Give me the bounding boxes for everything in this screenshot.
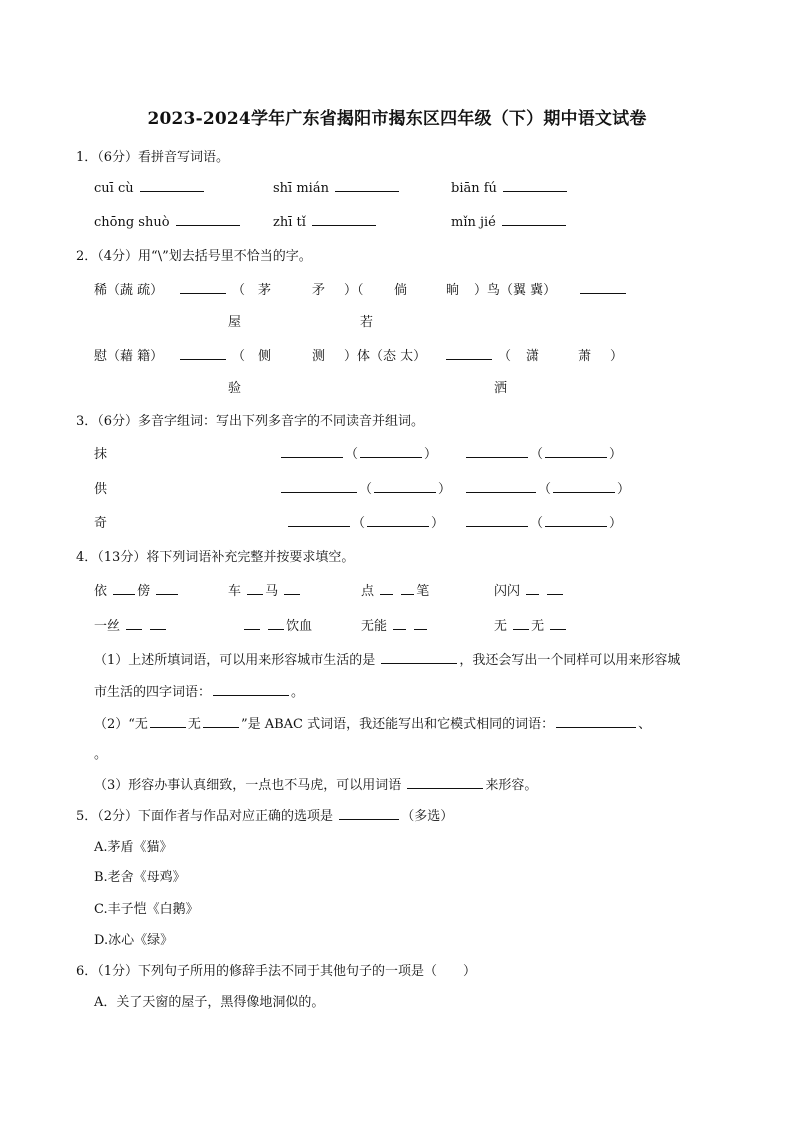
answer-blank[interactable] [556, 715, 636, 728]
answer-blank[interactable] [414, 617, 427, 630]
answer-blank[interactable] [268, 617, 284, 630]
option-a[interactable]: A．关了天窗的屋子，黑得像地洞似的。 [94, 995, 325, 1010]
q2-item-text: 稀（蔬 疏） [94, 283, 164, 298]
answer-blank[interactable] [247, 582, 263, 595]
paren: （ [498, 349, 512, 364]
q4-sub-2-end: 。 [94, 747, 108, 762]
answer-blank[interactable] [281, 445, 343, 458]
answer-blank[interactable] [466, 514, 528, 527]
option-a[interactable]: A.茅盾《猫》 [94, 840, 173, 855]
paren: ）（ [344, 283, 364, 298]
option-c[interactable]: C.丰子恺《白鹅》 [94, 902, 199, 917]
choice-suffix: 洒 [494, 381, 508, 396]
answer-blank[interactable] [374, 480, 436, 493]
answer-blank[interactable] [180, 347, 226, 360]
answer-blank[interactable] [213, 683, 289, 696]
pinyin-item: cuī cù [94, 179, 206, 196]
idiom-item: 一丝 [94, 615, 168, 634]
polyphone-row: （ ） [464, 478, 630, 497]
pinyin-item: zhī tǐ [273, 213, 378, 230]
answer-blank[interactable] [180, 281, 226, 294]
answer-blank[interactable] [466, 445, 528, 458]
answer-blank[interactable] [156, 582, 178, 595]
idiom-item: 车 马 [228, 580, 302, 599]
polyphone-char: 奇 [94, 516, 108, 531]
q2-item-text: 慰（藉 籍） [94, 349, 164, 364]
answer-blank[interactable] [401, 582, 414, 595]
answer-blank[interactable] [284, 582, 300, 595]
idiom-item: 无能 [361, 615, 429, 634]
question-4-head: 4．（13分）将下列词语补充完整并按要求填空。 [76, 550, 355, 565]
question-5-head: 5．（2分）下面作者与作品对应正确的选项是 （多选） [76, 809, 454, 824]
answer-blank[interactable] [360, 445, 422, 458]
answer-blank[interactable] [550, 617, 566, 630]
choice-char: 倘 [394, 283, 408, 298]
answer-blank[interactable] [140, 179, 204, 192]
answer-blank[interactable] [176, 213, 240, 226]
pinyin-item: mǐn jié [451, 213, 568, 230]
answer-blank[interactable] [288, 514, 350, 527]
answer-blank[interactable] [466, 480, 536, 493]
answer-blank[interactable] [380, 582, 393, 595]
exam-title: 2023-2024学年广东省揭阳市揭东区四年级（下）期中语文试卷 [147, 109, 647, 129]
answer-blank[interactable] [339, 807, 399, 820]
answer-blank[interactable] [244, 617, 260, 630]
idiom-item: 无 无 [494, 615, 568, 634]
q4-sub-2: （2）“无 无 ”是 ABAC 式词语，我还能写出和它模式相同的词语： 、 [94, 717, 652, 732]
paren: ） [610, 349, 624, 364]
question-6-head: 6．（1分）下列句子所用的修辞手法不同于其他句子的一项是（ ） [76, 964, 477, 979]
answer-blank[interactable] [281, 480, 357, 493]
choice-suffix: 验 [228, 381, 242, 396]
choice-suffix: 若 [360, 315, 374, 330]
choice-char: 矛 [312, 283, 326, 298]
answer-blank[interactable] [553, 480, 615, 493]
pinyin-item: chōng shuò [94, 213, 242, 230]
answer-blank[interactable] [513, 617, 529, 630]
answer-blank[interactable] [150, 617, 166, 630]
answer-blank[interactable] [407, 776, 483, 789]
choice-char: 茅 [258, 283, 272, 298]
q2-item-text: ）鸟（翼 冀） [474, 283, 557, 298]
choice-char: 萧 [578, 349, 592, 364]
idiom-item: 饮血 [242, 615, 312, 634]
polyphone-row: （ ） [464, 443, 622, 462]
answer-blank[interactable] [503, 179, 567, 192]
polyphone-char: 供 [94, 482, 108, 497]
answer-blank[interactable] [335, 179, 399, 192]
answer-blank[interactable] [312, 213, 376, 226]
paren: （ [232, 283, 246, 298]
option-b[interactable]: B.老舍《母鸡》 [94, 870, 186, 885]
polyphone-row: （ ） [279, 443, 437, 462]
answer-blank[interactable] [545, 445, 607, 458]
choice-suffix: 屋 [228, 315, 242, 330]
choice-char: 潇 [526, 349, 540, 364]
idiom-item: 闪闪 [494, 580, 565, 599]
question-1-head: 1．（6分）看拼音写词语。 [76, 150, 230, 165]
answer-blank[interactable] [526, 582, 539, 595]
polyphone-char: 抹 [94, 447, 108, 462]
polyphone-row: （ ） [279, 478, 451, 497]
answer-blank[interactable] [547, 582, 563, 595]
answer-blank[interactable] [393, 617, 406, 630]
pinyin-item: shī mián [273, 179, 401, 196]
choice-char: 测 [312, 349, 326, 364]
q4-sub-1: （1）上述所填词语，可以用来形容城市生活的是 ，我还会写出一个同样可以用来形容城 [94, 653, 681, 668]
idiom-item: 依 傍 [94, 580, 180, 599]
pinyin-item: biān fú [451, 179, 569, 196]
polyphone-row: （ ） [286, 512, 444, 531]
answer-blank[interactable] [113, 582, 135, 595]
option-d[interactable]: D.冰心《绿》 [94, 933, 174, 948]
q4-sub-3: （3）形容办事认真细致，一点也不马虎，可以用词语 来形容。 [94, 778, 538, 793]
answer-blank[interactable] [150, 715, 186, 728]
answer-blank[interactable] [545, 514, 607, 527]
choice-char: 晌 [446, 283, 460, 298]
answer-blank[interactable] [203, 715, 239, 728]
answer-blank[interactable] [381, 651, 457, 664]
answer-blank[interactable] [126, 617, 142, 630]
q4-sub-1-cont: 市生活的四字词语： 。 [94, 685, 305, 700]
idiom-item: 点 笔 [361, 584, 430, 599]
polyphone-row: （ ） [464, 512, 622, 531]
q2-item-text: ）体（态 太） [344, 349, 427, 364]
question-2-head: 2．（4分）用“\”划去括号里不恰当的字。 [76, 249, 312, 264]
choice-char: 侧 [258, 349, 272, 364]
answer-blank[interactable] [446, 347, 492, 360]
question-3-head: 3．（6分）多音字组词：写出下列多音字的不同读音并组词。 [76, 414, 425, 429]
answer-blank[interactable] [502, 213, 566, 226]
answer-blank[interactable] [580, 281, 626, 294]
answer-blank[interactable] [367, 514, 429, 527]
paren: （ [232, 349, 246, 364]
